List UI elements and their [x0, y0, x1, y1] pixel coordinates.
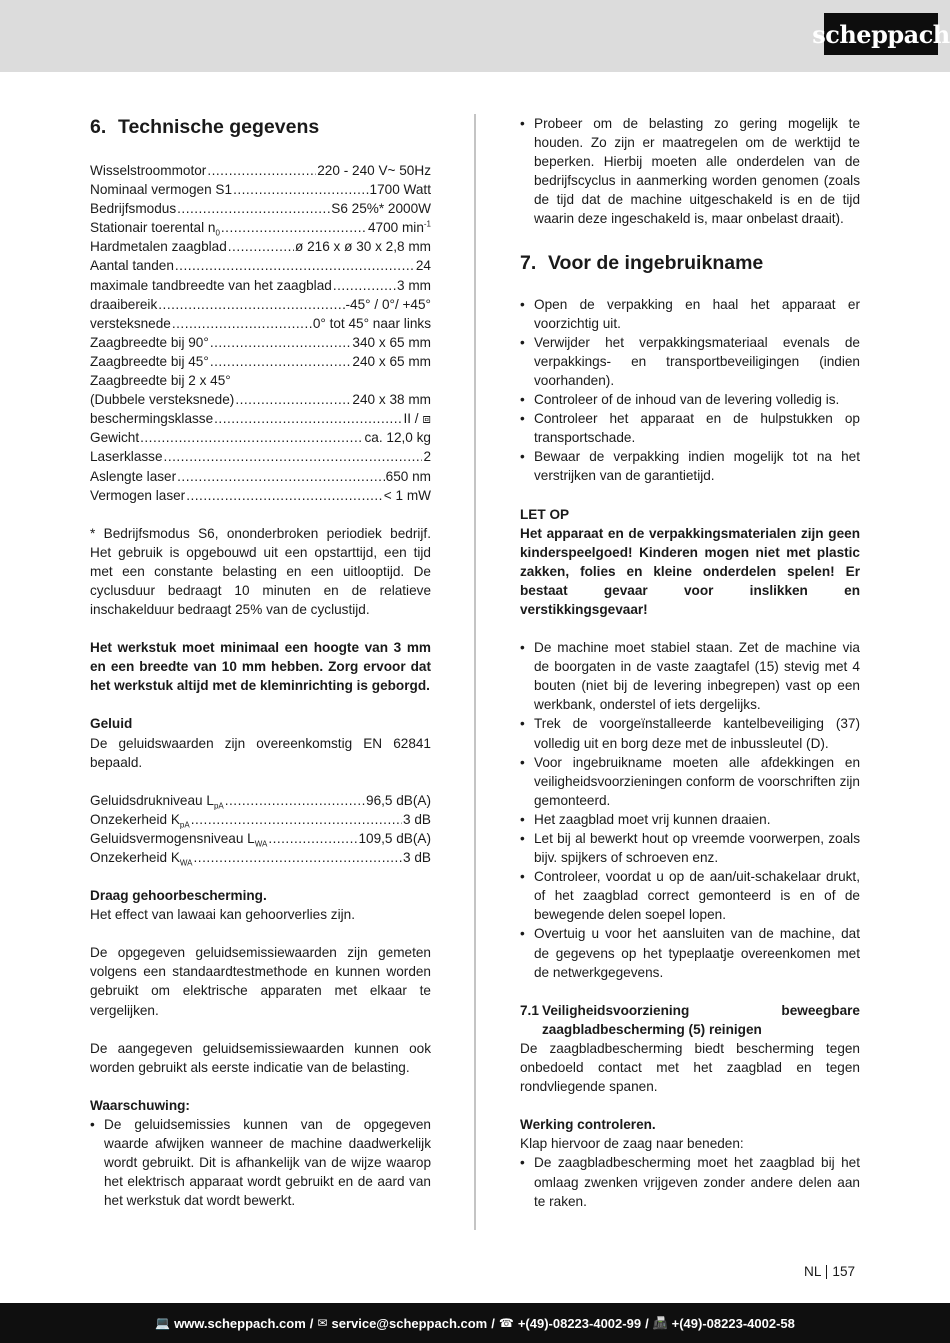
- spec-label: [90, 829, 267, 848]
- list-item: • Overtuig u voor het aansluiten van de machine, dat de gegevens op het typeplaatje overeenkomen met de netwerkgegevens.: [520, 924, 860, 981]
- list-item: • De geluidsemissies kunnen van de opgegeven waarde afwijken wanneer de machine daadwerkelijk wordt gebruikt. Dit is afhankelijk van de wijze waarop het elektrisch apparaat wordt gebruikt en de aard van het werkstuk dat wordt bewerkt.: [90, 1115, 431, 1210]
- spec-value: 1700 Watt: [369, 182, 431, 198]
- caution-text: Het apparaat en de verpakkingsmaterialen zijn geen kinderspeelgoed! Kinderen mogen niet met plastic zakken, folies en kleine onderdelen spelen! Er bestaat gevaar voor inslikken en verstikkingsgevaar!: [520, 525, 860, 617]
- list-item: • De machine moet stabiel staan. Zet de machine via de boorgaten in de vaste zaagtafel (15) stevig met 4 bouten (niet bij de levering inbegrepen) vast op een werkbank, onderstel of iets dergelijks.: [520, 638, 860, 714]
- emission-paragraph-2: De aangegeven geluidsemissiewaarden kunnen ook worden gebruikt als eerste indicatie van de belasting.: [90, 1040, 431, 1075]
- spec-label: maximale tandbreedte van het zaagblad: [90, 277, 332, 293]
- spec-row: [90, 352, 431, 371]
- list-item: • Let bij al bewerkt hout op vreemde voorwerpen, zoals bijv. spijkers of schroeven enz.: [520, 829, 860, 867]
- spec-row: [90, 486, 431, 505]
- section-title: Voor de ingebruikname: [548, 251, 764, 274]
- spec-label: Hardmetalen zaagblad: [90, 239, 227, 255]
- list-item: • Open de verpakking en haal het apparaat er voorzichtig uit.: [520, 295, 860, 333]
- footer-website[interactable]: www.scheppach.com: [174, 1315, 306, 1331]
- subsection-text: De zaagbladbescherming biedt bescherming tegen onbedoeld contact met het zaagblad en tegen rondvliegende spanen.: [520, 1040, 860, 1095]
- spec-label: versteksnede: [90, 315, 171, 331]
- spec-value: ø 216 x ø 30 x 2,8 mm: [295, 239, 431, 255]
- spec-row: [90, 409, 431, 428]
- subsection-number: 7.1: [520, 1002, 539, 1018]
- warning-list: [90, 1115, 431, 1210]
- spec-label-text: Stationair toerental n: [90, 220, 216, 236]
- spec-row: [90, 810, 431, 829]
- spec-value: S6 25%* 2000W: [331, 201, 431, 217]
- footer-bar: [0, 1303, 950, 1343]
- spec-value: 0° tot 45° naar links: [312, 315, 431, 331]
- hearing-text: Het effect van lawaai kan gehoorverlies zijn.: [90, 907, 355, 923]
- spec-row: [90, 428, 431, 447]
- unpack-list: [520, 295, 860, 486]
- column-divider: [474, 114, 476, 1230]
- spec-value: 340 x 65 mm: [352, 334, 431, 350]
- spec-row: [90, 848, 431, 867]
- superscript: -1: [423, 219, 431, 229]
- spec-label: Vermogen laser: [90, 487, 186, 503]
- spec-label: Zaagbreedte bij 90°: [90, 334, 209, 350]
- subscript: WA: [254, 839, 268, 849]
- spec-row: [90, 218, 431, 237]
- spec-label: (Dubbele versteksnede): [90, 392, 235, 408]
- spec-row: [90, 829, 431, 848]
- spec-row: [90, 333, 431, 352]
- spec-value: 220 - 240 V~ 50Hz: [317, 163, 431, 178]
- spec-label-text: Onzekerheid K: [90, 850, 180, 865]
- list-item: • Controleer of de inhoud van de levering volledig is.: [520, 390, 860, 409]
- footer-email[interactable]: service@scheppach.com: [331, 1315, 488, 1331]
- section-6-heading: [90, 114, 431, 140]
- spec-value: -45° / 0°/ +45°: [345, 296, 431, 312]
- check-heading: Werking controleren.: [520, 1117, 656, 1133]
- list-item: • Bewaar de verpakking indien mogelijk tot na het verstrijken van de garantietijd.: [520, 447, 860, 485]
- spec-row: [90, 180, 431, 199]
- spec-row: [90, 295, 431, 314]
- spec-row: [90, 390, 431, 409]
- list-item: • Controleer het apparaat en de hulpstukken op transportschade.: [520, 409, 860, 447]
- section-7-heading: [520, 250, 860, 276]
- page-language: NL: [804, 1264, 822, 1279]
- spec-label: [90, 791, 224, 810]
- spec-label-text: Geluidsvermogensniveau L: [90, 830, 255, 846]
- mail-icon: ✉: [317, 1316, 328, 1330]
- spec-row: [90, 314, 431, 333]
- spec-value-text: 4700 min: [367, 220, 424, 236]
- section-number: 6.: [90, 116, 107, 138]
- spec-row: [90, 447, 431, 466]
- spec-label: Gewicht: [90, 430, 140, 446]
- spec-value: 240 x 38 mm: [352, 392, 431, 408]
- spec-label: Bedrijfsmodus: [90, 201, 177, 217]
- footer-separator: /: [491, 1315, 495, 1331]
- spec-label: Nominaal vermogen S1: [90, 182, 233, 198]
- right-column: [520, 114, 860, 1211]
- spec-label: [90, 218, 220, 237]
- page-number-value: 157: [832, 1264, 856, 1279]
- footer-separator: /: [645, 1315, 649, 1331]
- setup-list: [520, 638, 860, 982]
- subscript: 0: [215, 229, 220, 238]
- computer-icon: 💻: [155, 1316, 171, 1330]
- spec-value: 3 dB: [403, 850, 431, 865]
- page-number-separator: [826, 1265, 827, 1279]
- spec-value: 109,5 dB(A): [358, 830, 431, 846]
- spec-row: [90, 161, 431, 180]
- load-list: [520, 114, 860, 229]
- spec-value: 650 nm: [385, 468, 431, 484]
- spec-label: Laserklasse: [90, 449, 163, 465]
- spec-label: [90, 810, 190, 829]
- spec-value: 3 mm: [397, 277, 431, 293]
- section-number: 7.: [520, 251, 537, 274]
- subscript: pA: [179, 820, 190, 830]
- footer-separator: /: [309, 1315, 314, 1331]
- spec-label: [90, 848, 193, 867]
- footer-phone[interactable]: +(49)-08223-4002-99: [517, 1315, 642, 1331]
- spec-row: [90, 791, 431, 810]
- check-text: Klap hiervoor de zaag naar beneden:: [520, 1136, 744, 1152]
- footer-fax: +(49)-08223-4002-58: [671, 1315, 795, 1331]
- spec-value: 24: [415, 258, 431, 274]
- spec-list: [90, 161, 431, 505]
- spec-label-text: Onzekerheid K: [90, 811, 180, 827]
- spec-label: Wisselstroommotor: [90, 163, 207, 178]
- fax-icon: 📠: [652, 1316, 668, 1330]
- spec-label-text: Geluidsdrukniveau L: [90, 792, 214, 808]
- spec-row: [90, 237, 431, 256]
- caution-heading: LET OP: [520, 506, 570, 522]
- spec-value: < 1 mW: [383, 487, 431, 503]
- header-bar: [0, 0, 950, 72]
- spec-value: 2: [423, 449, 431, 465]
- emission-paragraph-1: De opgegeven geluidsemissiewaarden zijn gemeten volgens een standaardtestmethode en kunnen worden gebruikt om elektrische apparaten met elkaar te vergelijken.: [90, 945, 431, 1018]
- noise-text: De geluidswaarden zijn overeenkomstig EN 62841 bepaald.: [90, 735, 431, 770]
- spec-label: Aslengte laser: [90, 468, 177, 484]
- spec-row: [90, 276, 431, 295]
- left-column: [90, 114, 431, 1210]
- section-title: Technische gegevens: [118, 116, 320, 138]
- hearing-heading: Draag gehoorbescherming.: [90, 888, 267, 904]
- noise-heading: Geluid: [90, 716, 133, 732]
- spec-label: beschermingsklasse: [90, 411, 214, 427]
- spec-label: Aantal tanden: [90, 258, 174, 274]
- page-number: [804, 1264, 855, 1279]
- subsection-heading: [520, 1001, 860, 1039]
- spec-row: [90, 199, 431, 218]
- spec-value: 240 x 65 mm: [352, 353, 431, 369]
- spec-value: 96,5 dB(A): [366, 792, 431, 808]
- list-item: • Trek de voorgeïnstalleerde kantelbeveiliging (37) volledig uit en borg deze met de inbussleutel (D).: [520, 714, 860, 752]
- list-item: • Het zaagblad moet vrij kunnen draaien.: [520, 810, 860, 829]
- list-item: • Probeer om de belasting zo gering mogelijk te houden. Zo zijn er maatregelen om de werktijd te beperken. Hierbij moeten alle onderdelen van de bedrijfscyclus in aanmerking worden genomen (zoals de tijd dat de machine uitgeschakeld is en de tijd waarin deze ingeschakeld is, maar onbelast draait).: [520, 114, 860, 229]
- subscript: WA: [179, 858, 193, 868]
- subscript: pA: [213, 801, 224, 811]
- list-item: • De zaagbladbescherming moet het zaagblad bij het omlaag zwenken vrijgeven zonder andere delen aan te raken.: [520, 1153, 860, 1210]
- spec-value: ca. 12,0 kg: [364, 430, 431, 446]
- brand-logo: scheppach: [824, 13, 938, 55]
- warning-heading: Waarschuwing:: [90, 1097, 190, 1113]
- spec-row: [90, 467, 431, 486]
- check-list: [520, 1153, 860, 1210]
- list-item: • Verwijder het verpakkingsmateriaal evenals de verpakkings- en transportbeveiligingen (indien voorhanden).: [520, 333, 860, 390]
- spec-label: Zaagbreedte bij 45°: [90, 353, 209, 369]
- spec-label: draaibereik: [90, 296, 158, 312]
- spec-row-plain: Zaagbreedte bij 2 x 45°: [90, 373, 231, 389]
- list-item: • Voor ingebruikname moeten alle afdekkingen en veiligheidsvoorzieningen conform de voorschriften zijn gemonteerd.: [520, 753, 860, 810]
- noise-spec-list: [90, 791, 431, 867]
- list-item: • Controleer, voordat u op de aan/uit-schakelaar drukt, of het zaagblad correct gemonteerd is en of de bewegende delen soepel lopen.: [520, 867, 860, 924]
- footnote: * Bedrijfsmodus S6, ononderbroken periodiek bedrijf. Het gebruik is opgebouwd uit een opstarttijd, een tijd met een constante belasting en een uitlooptijd. De cyclusduur bedraagt 10 minuten en de relatieve inschakelduur bedraagt 25% van de cyclustijd.: [90, 525, 431, 618]
- workpiece-note: Het werkstuk moet minimaal een hoogte van 3 mm en een breedte van 10 mm hebben. Zorg ervoor dat het werkstuk altijd met de kleminrichting is geborgd.: [90, 640, 431, 694]
- spec-row: [90, 256, 431, 275]
- spec-value: 3 dB: [403, 811, 431, 827]
- phone-icon: ☎: [498, 1316, 514, 1330]
- spec-value: II / ⧈: [403, 411, 431, 427]
- subsection-title: Veiligheidsvoorziening beweegbare zaagbladbescherming (5) reinigen: [542, 1002, 860, 1037]
- spec-value: [368, 218, 431, 237]
